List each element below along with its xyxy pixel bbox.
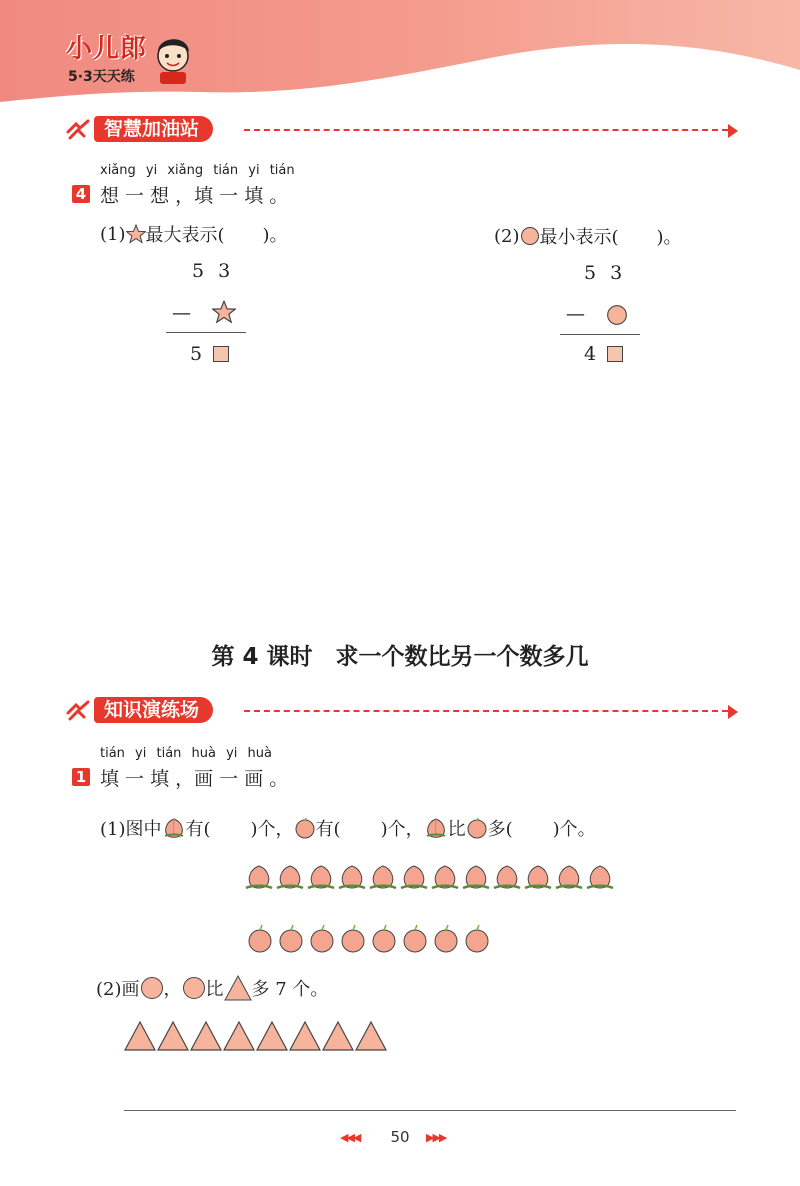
- peach-icon: [463, 866, 489, 888]
- minus-sign: —: [566, 303, 585, 325]
- triangle-icon: [323, 1022, 353, 1050]
- apple-icon: [342, 925, 364, 952]
- triangle-icon: [158, 1022, 188, 1050]
- result-digit: 4: [584, 343, 597, 365]
- apple-icon: [373, 925, 395, 952]
- ge-text: )个，: [380, 819, 424, 840]
- apple-row: [246, 924, 496, 956]
- peach-icon: [277, 866, 303, 888]
- sum-line: [560, 334, 640, 335]
- next-page-icon[interactable]: ▶▶▶: [426, 1131, 446, 1144]
- page-number: 50: [390, 1128, 410, 1146]
- minuend: 5 3: [584, 262, 623, 284]
- triangle-icon: [356, 1022, 386, 1050]
- part-label: (2)画: [96, 979, 140, 1000]
- part-label: (1): [100, 223, 126, 245]
- minus-sign: —: [172, 302, 191, 324]
- result-digit: 5: [190, 343, 203, 365]
- apple-icon: [404, 925, 426, 952]
- peach-row: [244, 862, 620, 894]
- brand-logo: 小儿郎: [66, 34, 148, 64]
- question-text: 想 一 想 ，填 一 填 。: [100, 185, 289, 207]
- circle-icon: [520, 226, 540, 246]
- answer-box[interactable]: [213, 346, 229, 362]
- footer-divider: [124, 1110, 736, 1111]
- circle-icon: [140, 976, 164, 1000]
- apple-icon: [294, 817, 316, 839]
- star-icon: [126, 224, 146, 244]
- pinyin-line: xiǎng yi xiǎng tián yi tián: [100, 163, 295, 178]
- peach-icon: [162, 816, 186, 840]
- peach-icon: [432, 866, 458, 888]
- pinyin-line: tián yi tián huà yi huà: [100, 746, 272, 761]
- duo-text: 多(: [487, 819, 513, 840]
- part-close: )。: [656, 227, 682, 248]
- brand-subtitle: 5·3天天练: [68, 69, 135, 85]
- peach-icon: [308, 866, 334, 888]
- rest-text: 多 7 个。: [251, 979, 329, 1000]
- apple-icon: [435, 925, 457, 952]
- circle-icon: [182, 976, 206, 1000]
- peach-icon: [424, 816, 448, 840]
- runner-icon: [66, 118, 92, 140]
- peach-icon: [525, 866, 551, 888]
- banner-divider: [244, 129, 728, 133]
- peach-icon: [246, 866, 272, 888]
- lesson-title: 第 4 课时 求一个数比另一个数多几: [211, 644, 589, 670]
- circle-icon: [606, 304, 628, 326]
- apple-icon: [311, 925, 333, 952]
- arrow-right-icon: [728, 124, 738, 138]
- answer-box[interactable]: [607, 346, 623, 362]
- q1-part1: [100, 815, 596, 841]
- question-number: 1: [72, 768, 90, 786]
- banner-divider: [244, 710, 728, 714]
- question-text: 填 一 填 ，画 一 画 。: [100, 768, 289, 790]
- peach-icon: [587, 866, 613, 888]
- triangle-icon: [125, 1022, 155, 1050]
- apple-icon: [280, 925, 302, 952]
- apple-icon: [466, 925, 488, 952]
- star-icon: [212, 300, 236, 324]
- part-text: 最大表示(: [145, 225, 225, 246]
- has-text: 有(: [315, 819, 341, 840]
- part-text: 最小表示(: [539, 227, 619, 248]
- part-label: (1)图中: [100, 819, 162, 840]
- question-number: 4: [72, 185, 90, 203]
- part-label: (2): [494, 225, 520, 247]
- part-close: )。: [262, 225, 288, 246]
- has-text: 有(: [185, 819, 211, 840]
- apple-icon: [249, 925, 271, 952]
- q4-part2: [494, 223, 682, 249]
- arrow-right-icon: [728, 705, 738, 719]
- comma: ，: [163, 979, 182, 1000]
- minuend: 5 3: [192, 260, 231, 282]
- prev-page-icon[interactable]: ◀◀◀: [340, 1131, 360, 1144]
- peach-icon: [494, 866, 520, 888]
- bi-text: 比: [205, 979, 224, 1000]
- peach-icon: [556, 866, 582, 888]
- triangle-icon: [257, 1022, 287, 1050]
- q4-part1: [100, 221, 288, 247]
- peach-icon: [370, 866, 396, 888]
- triangle-icon: [224, 1022, 254, 1050]
- runner-icon: [66, 699, 92, 721]
- peach-icon: [339, 866, 365, 888]
- apple-icon: [466, 817, 488, 839]
- sum-line: [166, 332, 246, 333]
- section-title-practice: 知识演练场: [94, 697, 213, 723]
- mascot-icon: [152, 32, 194, 84]
- triangle-icon: [191, 1022, 221, 1050]
- triangle-icon: [290, 1022, 320, 1050]
- triangle-row: [124, 1020, 394, 1052]
- ge-text: )个。: [552, 819, 596, 840]
- bi-text: 比: [447, 819, 466, 840]
- q1-part2: [96, 975, 328, 1001]
- triangle-icon: [224, 975, 252, 1001]
- section-title-wisdom: 智慧加油站: [94, 116, 213, 142]
- ge-text: )个，: [250, 819, 294, 840]
- peach-icon: [401, 866, 427, 888]
